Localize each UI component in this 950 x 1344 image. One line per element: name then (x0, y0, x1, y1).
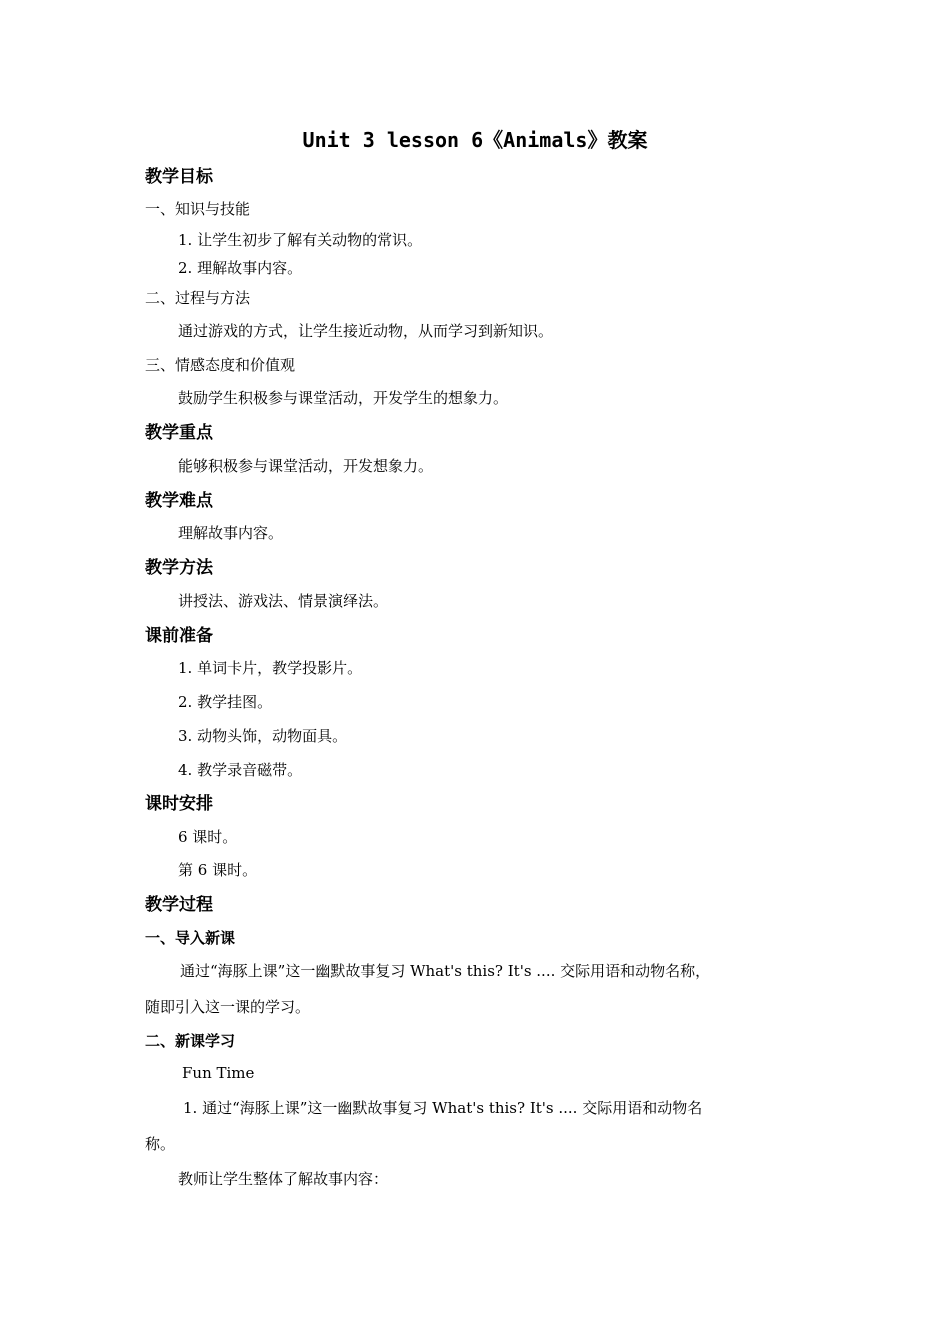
teacher-instruction: 教师让学生整体了解故事内容： (178, 1170, 389, 1188)
heading-procedure: 教学过程 (145, 895, 213, 915)
preparation-item-2: 2. 教学挂图。 (178, 693, 273, 711)
schedule-line-1: 6 课时。 (178, 828, 238, 846)
new-lesson-item-1-line-2: 称。 (145, 1135, 176, 1153)
intro-line-1: 通过“海豚上课”这一幽默故事复习 What's this? It's .... 交际用语和动物名称， (180, 962, 711, 980)
attitude-text: 鼓励学生积极参与课堂活动，开发学生的想象力。 (178, 389, 509, 407)
methods-text: 讲授法、游戏法、情景演绎法。 (178, 592, 389, 610)
label-process: 二、过程与方法 (145, 289, 251, 307)
preparation-item-1: 1. 单词卡片，教学投影片。 (178, 659, 363, 677)
document-title: Unit 3 lesson 6《Animals》教案 (302, 128, 648, 152)
intro-line-2: 随即引入这一课的学习。 (145, 998, 311, 1016)
new-lesson-item-1-line-1: 1. 通过“海豚上课”这一幽默故事复习 What's this? It's .... 交际用语和动物名 (183, 1099, 703, 1117)
preparation-item-3: 3. 动物头饰，动物面具。 (178, 727, 348, 745)
heading-key-points: 教学重点 (145, 423, 213, 443)
heading-difficulties: 教学难点 (145, 491, 213, 511)
preparation-item-4: 4. 教学录音磁带。 (178, 761, 303, 779)
schedule-line-2: 第 6 课时。 (178, 861, 258, 879)
heading-methods: 教学方法 (145, 558, 213, 578)
knowledge-item-1: 1. 让学生初步了解有关动物的常识。 (178, 231, 423, 249)
fun-time-label: Fun Time (182, 1064, 255, 1082)
heading-schedule: 课时安排 (145, 794, 213, 814)
heading-objectives: 教学目标 (145, 167, 213, 187)
knowledge-item-2: 2. 理解故事内容。 (178, 259, 303, 277)
process-text: 通过游戏的方式，让学生接近动物，从而学习到新知识。 (178, 322, 554, 340)
difficulties-text: 理解故事内容。 (178, 524, 284, 542)
heading-preparation: 课前准备 (145, 626, 213, 646)
label-knowledge: 一、知识与技能 (145, 200, 251, 218)
label-intro: 一、导入新课 (145, 929, 236, 947)
label-new-lesson: 二、新课学习 (145, 1032, 236, 1050)
key-points-text: 能够积极参与课堂活动，开发想象力。 (178, 457, 434, 475)
label-attitude: 三、情感态度和价值观 (145, 356, 296, 374)
